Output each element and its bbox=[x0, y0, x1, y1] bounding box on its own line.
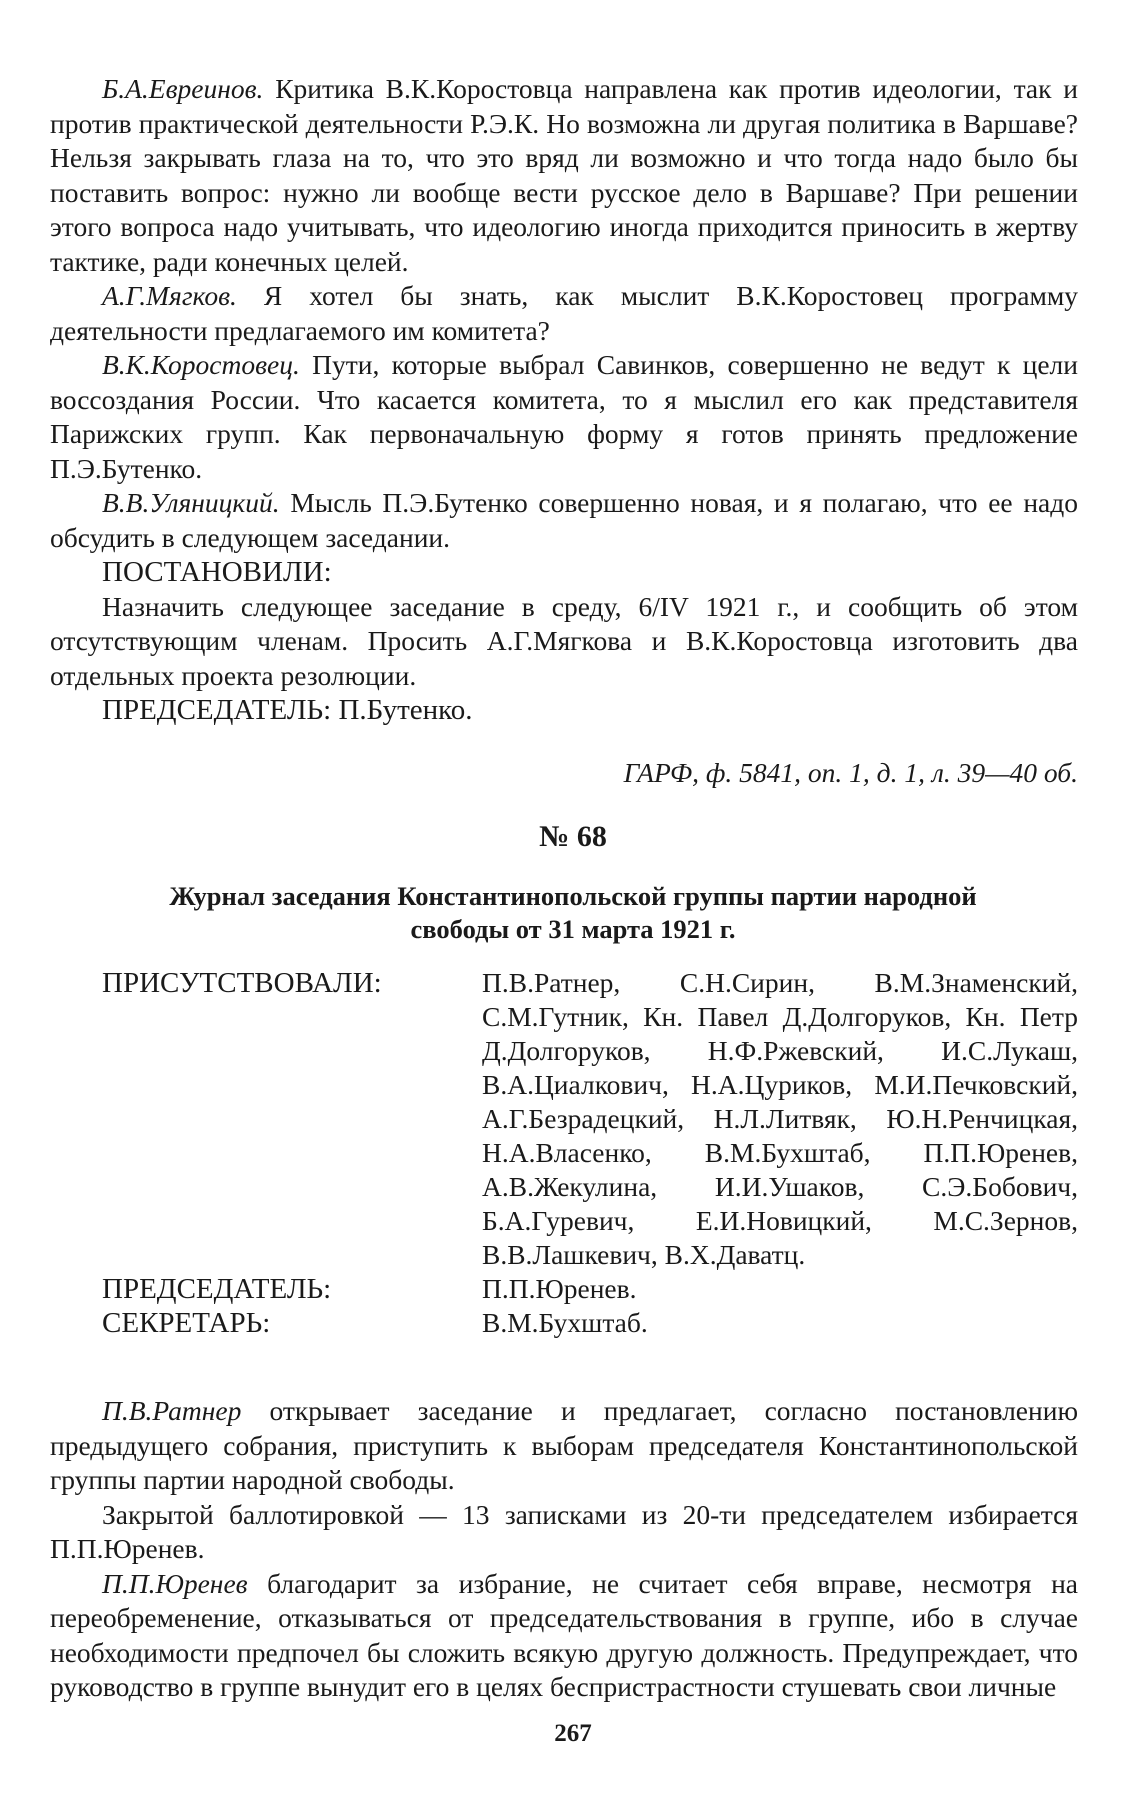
document-number: № 68 bbox=[539, 820, 607, 853]
speaker-name: В.В.Уляницкий. bbox=[102, 487, 280, 518]
document-title-line: свободы от 31 марта 1921 г. bbox=[410, 914, 736, 944]
document-title-line: Журнал заседания Константинопольской группы партии народной bbox=[169, 881, 977, 911]
paragraph-text: Закрытой баллотировкой — 13 записками из 20-ти председателем избирается П.П.Юренев. bbox=[50, 1498, 1078, 1564]
speaker-name: П.В.Ратнер bbox=[102, 1395, 242, 1426]
chairman-signature: ПРЕДСЕДАТЕЛЬ: П.Бутенко. bbox=[102, 694, 473, 726]
paragraph-yurenev bbox=[50, 1567, 1078, 1705]
archive-source-reference: ГАРФ, ф. 5841, оп. 1, д. 1, л. 39—40 об. bbox=[623, 757, 1078, 788]
secretary-row bbox=[102, 1306, 1078, 1340]
chairman-row bbox=[102, 1272, 1078, 1306]
paragraph-text: Критика В.К.Коростовца направлена как против идеологии, так и против практической деятельности Р.Э.К. Но возможна ли другая политика в Варшаве? Нельзя закрывать глаза на то, что это вряд ли возможно и что тогда надо было бы поставить вопрос: нужно ли вообще вести русское дело в Варшаве? При решении этого вопроса надо учитывать, что идеологию иногда приходится приносить в жертву тактике, ради конечных целей. bbox=[50, 73, 1078, 277]
resolved-text: Назначить следующее заседание в среду, 6/IV 1921 г., и сообщить об этом отсутствующим членам. Просить А.Г.Мягкова и В.К.Коростовца изготовить два отдельных проекта резолюции. bbox=[50, 590, 1078, 691]
paragraph-evreinov bbox=[50, 72, 1078, 279]
secretary-name: В.М.Бухштаб. bbox=[482, 1307, 648, 1338]
speaker-name: Б.А.Евреинов. bbox=[102, 73, 264, 104]
discussion-block bbox=[50, 72, 1078, 728]
paragraph-korostovets bbox=[50, 348, 1078, 486]
present-list: П.В.Ратнер, С.Н.Сирин, В.М.Знаменский, С.М.Гутник, Кн. Павел Д.Долгоруков, Кн. Петр Д.Долгоруков, Н.Ф.Ржевский, И.С.Лукаш, В.А.Циалкович, Н.А.Цуриков, М.И.Печковский, А.Г.Безрадецкий, Н.Л.Литвяк, Ю.Н.Ренчицкая, Н.А.Власенко, В.М.Бухштаб, П.П.Юренев, А.В.Жекулина, И.И.Ушаков, С.Э.Бобович, Б.А.Гуревич, Е.И.Новицкий, М.С.Зернов, В.В.Лашкевич, В.Х.Даватц. bbox=[482, 967, 1078, 1270]
paragraph-text: благодарит за избрание, не считает себя вправе, несмотря на переобременение, отказываться от председательствования в группе, ибо в случае необходимости предпочел бы сложить всякую другую должность. Предупреждает, что руководство в группе вынудит его в целях беспристрастности стушевать свои личные bbox=[50, 1567, 1078, 1702]
chairman-name: П.П.Юренев. bbox=[482, 1273, 637, 1304]
attendance-block bbox=[102, 966, 1078, 1340]
speaker-name: А.Г.Мягков. bbox=[102, 280, 237, 311]
page-number: 267 bbox=[554, 1720, 592, 1747]
paragraph-ballot bbox=[50, 1498, 1078, 1567]
resolved-heading: ПОСТАНОВИЛИ: bbox=[102, 556, 332, 588]
speaker-name: В.К.Коростовец. bbox=[102, 349, 300, 380]
present-label: ПРИСУТСТВОВАЛИ: bbox=[102, 967, 382, 999]
paragraph-text: открывает заседание и предлагает, согласно постановлению предыдущего собрания, приступить к выборам председателя Константинопольской группы партии народной свободы. bbox=[50, 1395, 1078, 1495]
minutes-block bbox=[50, 1394, 1078, 1705]
paragraph-text: Пути, которые выбрал Савинков, совершенно не ведут к цели воссоздания России. Что касается комитета, то я мыслил его как представителя Парижских групп. Как первоначальную форму я готов принять предложение П.Э.Бутенко. bbox=[50, 349, 1079, 484]
chairman-label: ПРЕДСЕДАТЕЛЬ: bbox=[102, 1273, 332, 1305]
speaker-name: П.П.Юренев bbox=[102, 1567, 248, 1599]
paragraph-ratner bbox=[50, 1394, 1078, 1498]
paragraph-myagkov bbox=[50, 279, 1078, 348]
paragraph-ulyanitsky bbox=[50, 486, 1078, 555]
document-title bbox=[0, 880, 1146, 946]
paragraph-text: Я хотел бы знать, как мыслит В.К.Коростовец программу деятельности предлагаемого им комитета? bbox=[50, 280, 1078, 346]
paragraph-text: Мысль П.Э.Бутенко совершенно новая, и я полагаю, что ее надо обсудить в следующем заседании. bbox=[50, 487, 1078, 553]
present-row bbox=[102, 966, 1078, 1272]
secretary-label: СЕКРЕТАРЬ: bbox=[102, 1307, 271, 1339]
